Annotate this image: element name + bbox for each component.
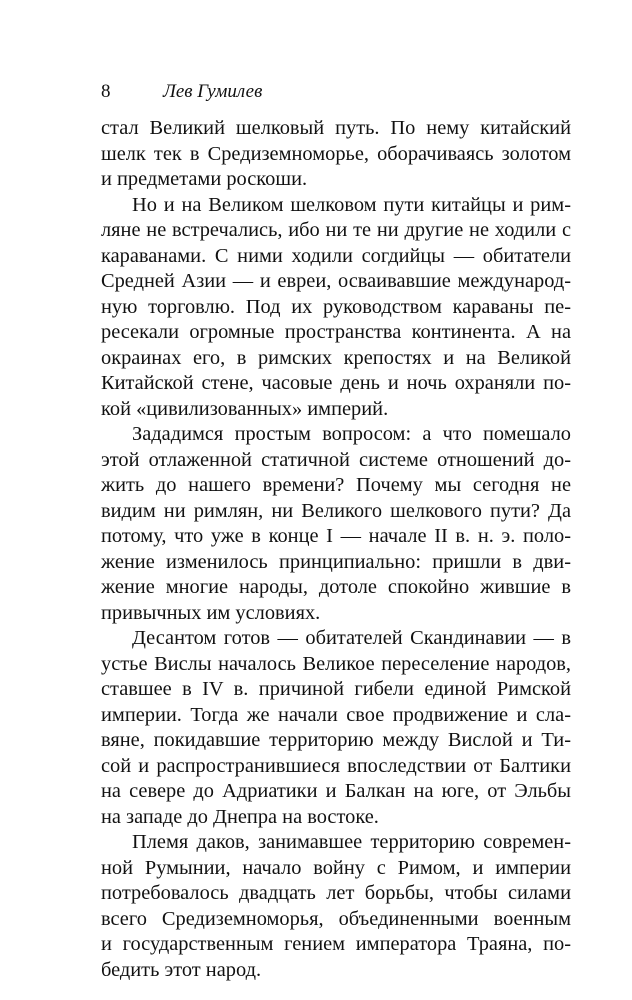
paragraph bbox=[101, 830, 571, 983]
text-line: этой отлаженной статичной системе отношений до- bbox=[101, 448, 571, 471]
text-line: Китайской стене, часовые день и ночь охраняли по- bbox=[101, 372, 571, 394]
running-title-author: Лев Гумилев bbox=[163, 81, 263, 102]
text-line: караванами. С ними ходили согдийцы — обитатели bbox=[101, 244, 571, 267]
text-line: Но и на Великом шелковом пути китайцы и рим- bbox=[132, 193, 571, 216]
page-number: 8 bbox=[101, 81, 111, 102]
text-line: видим ни римлян, ни Великого шелкового пути? Да bbox=[101, 499, 571, 522]
text-line: жение многие народы, дотоле спокойно жившие в bbox=[101, 576, 571, 598]
text-line: ную торговлю. Под их руководством караваны пе- bbox=[101, 295, 571, 318]
body-text bbox=[101, 116, 571, 983]
text-line: на севере до Адриатики и Балкан на юге, от Эльбы bbox=[101, 780, 571, 802]
text-line: вяне, покидавшие территорию между Вислой и Ти- bbox=[101, 729, 571, 751]
text-line: жение изменилось принципиально: пришли в дви- bbox=[101, 550, 571, 573]
text-line: ляне не встречались, ибо ни те ни другие не ходили с bbox=[101, 219, 571, 241]
text-line: на западе до Днепра на востоке. bbox=[101, 805, 379, 828]
paragraph bbox=[101, 422, 571, 626]
text-line: кой «цивилизованных» империй. bbox=[101, 397, 389, 420]
paragraph bbox=[101, 116, 571, 193]
text-line: всего Средиземноморья, объединенными военным bbox=[101, 907, 571, 930]
text-line: потребовалось двадцать лет борьбы, чтобы силами bbox=[101, 882, 571, 904]
text-line: привычных им условиях. bbox=[101, 601, 321, 624]
running-head bbox=[101, 80, 571, 104]
text-line: и предметами роскоши. bbox=[101, 168, 308, 190]
text-line: и государственным гением императора Траяна, по- bbox=[101, 933, 571, 955]
text-line: окраинах его, в римских крепостях и на Великой bbox=[101, 346, 571, 369]
text-line: жить до нашего времени? Почему мы сегодня не bbox=[101, 474, 571, 496]
text-line: бедить этот народ. bbox=[101, 958, 262, 981]
text-line: империи. Тогда же начали свое продвижение и сла- bbox=[101, 703, 571, 726]
text-line: устье Вислы началось Великое переселение народов, bbox=[101, 652, 571, 675]
text-line: Племя даков, занимавшее территорию современ- bbox=[132, 831, 571, 853]
paragraph bbox=[101, 193, 571, 423]
text-line: ресекали огромные пространства континента. А на bbox=[101, 321, 571, 343]
text-line: потому, что уже в конце I — начале II в. н. э. поло- bbox=[101, 525, 571, 547]
paragraph bbox=[101, 626, 571, 830]
text-line: ставшее в IV в. причиной гибели единой Римской bbox=[101, 678, 571, 700]
text-line: шелк тек в Средиземноморье, оборачиваясь золотом bbox=[101, 142, 571, 165]
text-line: Десантом готов — обитателей Скандинавии — в bbox=[132, 627, 571, 649]
text-line: стал Великий шелковый путь. По нему китайский bbox=[101, 117, 571, 139]
text-line: Средней Азии — и евреи, осваивавшие международ- bbox=[101, 270, 571, 292]
text-line: ной Румынии, начало войну с Римом, и империи bbox=[101, 856, 571, 879]
text-line: сой и распространившиеся впоследствии от Балтики bbox=[101, 754, 571, 777]
text-line: Зададимся простым вопросом: а что помешало bbox=[132, 423, 571, 445]
